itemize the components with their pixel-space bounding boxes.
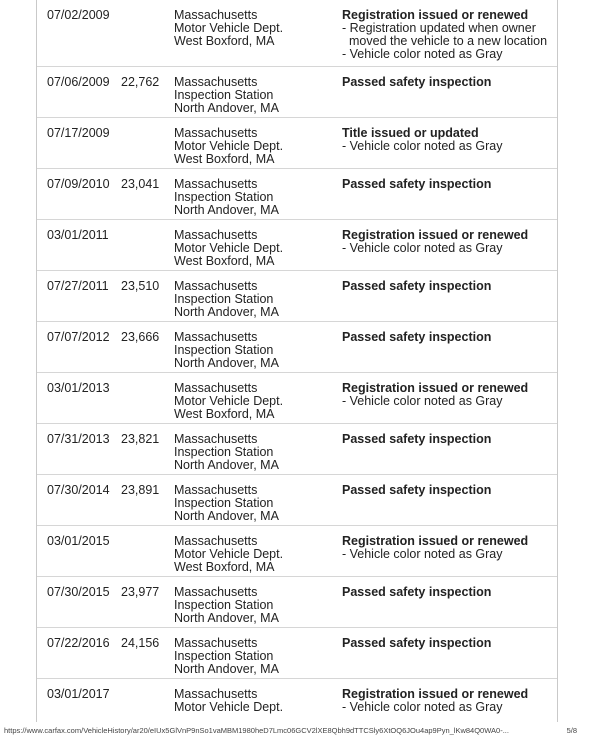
event-title: Passed safety inspection [342, 585, 492, 599]
source-line: Massachusetts [174, 381, 258, 395]
source-line: North Andover, MA [174, 662, 279, 676]
history-row [37, 577, 557, 628]
history-row [37, 424, 557, 475]
record-date: 03/01/2013 [47, 381, 110, 395]
source-line: Inspection Station [174, 445, 274, 459]
record-date: 07/06/2009 [47, 75, 110, 89]
event-title: Passed safety inspection [342, 279, 492, 293]
record-mileage: 23,821 [121, 432, 160, 446]
event-detail: - Vehicle color noted as Gray [342, 547, 503, 561]
record-comments [342, 382, 552, 408]
source-line: Massachusetts [174, 126, 258, 140]
record-date: 07/27/2011 [47, 279, 109, 293]
source-line: North Andover, MA [174, 203, 279, 217]
record-source [174, 127, 334, 166]
record-date: 03/01/2015 [47, 534, 110, 548]
source-line: Motor Vehicle Dept. [174, 394, 284, 408]
record-source [174, 433, 334, 472]
source-line: Motor Vehicle Dept. [174, 21, 284, 35]
record-date: 07/07/2012 [47, 330, 110, 344]
record-mileage: 24,156 [121, 636, 160, 650]
record-source [174, 586, 334, 625]
record-comments [342, 484, 552, 497]
event-detail: - Registration updated when owner moved the vehicle to a new location [342, 21, 548, 48]
source-line: West Boxford, MA [174, 152, 275, 166]
source-line: North Andover, MA [174, 509, 279, 523]
footer-url: https://www.carfax.com/VehicleHistory/ar20/eIUx5GlVnP9nSo1vaMBM1980heD7Lmc06GCV2lXE8Qbh9dTTCSly6XtOQ6JOu4ap9Pyn_lKw84Q0WA0-... [4, 726, 509, 735]
history-table [36, 0, 558, 722]
history-row [37, 373, 557, 424]
record-date: 07/09/2010 [47, 177, 110, 191]
record-mileage: 23,891 [121, 483, 160, 497]
event-title: Registration issued or renewed [342, 687, 529, 701]
source-line: North Andover, MA [174, 611, 279, 625]
source-line: Inspection Station [174, 598, 274, 612]
record-comments [342, 280, 552, 293]
history-row [37, 526, 557, 577]
record-source [174, 688, 334, 714]
record-date: 07/17/2009 [47, 126, 110, 140]
record-comments [342, 229, 552, 255]
source-line: Massachusetts [174, 8, 258, 22]
source-line: Motor Vehicle Dept. [174, 700, 284, 714]
event-detail: - Vehicle color noted as Gray [342, 47, 503, 61]
event-title: Registration issued or renewed [342, 381, 529, 395]
source-line: North Andover, MA [174, 305, 279, 319]
history-row [37, 271, 557, 322]
history-row [37, 169, 557, 220]
record-comments [342, 331, 552, 344]
record-source [174, 637, 334, 676]
event-detail: - Vehicle color noted as Gray [342, 700, 503, 714]
record-date: 07/02/2009 [47, 8, 110, 22]
history-row [37, 679, 557, 722]
record-comments [342, 535, 552, 561]
source-line: Massachusetts [174, 228, 258, 242]
event-title: Registration issued or renewed [342, 228, 529, 242]
record-source [174, 76, 334, 115]
history-row [37, 118, 557, 169]
record-source [174, 382, 334, 421]
event-detail: - Vehicle color noted as Gray [342, 241, 503, 255]
history-row [37, 67, 557, 118]
record-source [174, 9, 334, 48]
record-comments [342, 9, 552, 61]
source-line: Massachusetts [174, 687, 258, 701]
record-comments [342, 688, 552, 714]
event-title: Passed safety inspection [342, 75, 492, 89]
source-line: West Boxford, MA [174, 407, 275, 421]
event-title: Passed safety inspection [342, 177, 492, 191]
source-line: Motor Vehicle Dept. [174, 241, 284, 255]
record-date: 03/01/2011 [47, 228, 109, 242]
event-title: Registration issued or renewed [342, 534, 529, 548]
source-line: Massachusetts [174, 483, 258, 497]
event-title: Passed safety inspection [342, 330, 492, 344]
source-line: Inspection Station [174, 88, 274, 102]
record-comments [342, 586, 552, 599]
source-line: Inspection Station [174, 496, 274, 510]
history-row [37, 475, 557, 526]
source-line: Massachusetts [174, 330, 258, 344]
record-date: 07/31/2013 [47, 432, 110, 446]
record-comments [342, 178, 552, 191]
source-line: Motor Vehicle Dept. [174, 547, 284, 561]
source-line: West Boxford, MA [174, 560, 275, 574]
source-line: West Boxford, MA [174, 34, 275, 48]
source-line: Massachusetts [174, 432, 258, 446]
record-date: 03/01/2017 [47, 687, 110, 701]
event-detail: - Vehicle color noted as Gray [342, 139, 503, 153]
record-source [174, 331, 334, 370]
source-line: North Andover, MA [174, 356, 279, 370]
record-comments [342, 127, 552, 153]
record-source [174, 535, 334, 574]
source-line: Inspection Station [174, 649, 274, 663]
page-number: 5/8 [566, 726, 577, 735]
history-row [37, 628, 557, 679]
record-source [174, 178, 334, 217]
source-line: North Andover, MA [174, 101, 279, 115]
source-line: Inspection Station [174, 343, 274, 357]
history-row [37, 0, 557, 67]
record-mileage: 22,762 [121, 75, 160, 89]
source-line: Massachusetts [174, 585, 258, 599]
source-line: Inspection Station [174, 292, 274, 306]
record-comments [342, 76, 552, 89]
history-row [37, 220, 557, 271]
source-line: Massachusetts [174, 534, 258, 548]
source-line: Inspection Station [174, 190, 274, 204]
source-line: Massachusetts [174, 279, 258, 293]
source-line: Massachusetts [174, 75, 258, 89]
source-line: Massachusetts [174, 636, 258, 650]
record-mileage: 23,510 [121, 279, 160, 293]
record-date: 07/22/2016 [47, 636, 110, 650]
record-comments [342, 433, 552, 446]
event-title: Passed safety inspection [342, 636, 492, 650]
record-date: 07/30/2014 [47, 483, 110, 497]
event-title: Registration issued or renewed [342, 8, 529, 22]
event-detail: - Vehicle color noted as Gray [342, 394, 503, 408]
event-title: Passed safety inspection [342, 483, 492, 497]
record-source [174, 229, 334, 268]
record-source [174, 280, 334, 319]
record-mileage: 23,666 [121, 330, 160, 344]
source-line: Massachusetts [174, 177, 258, 191]
print-footer [4, 726, 577, 735]
source-line: Motor Vehicle Dept. [174, 139, 284, 153]
source-line: North Andover, MA [174, 458, 279, 472]
history-row [37, 322, 557, 373]
record-mileage: 23,977 [121, 585, 160, 599]
record-date: 07/30/2015 [47, 585, 110, 599]
source-line: West Boxford, MA [174, 254, 275, 268]
record-mileage: 23,041 [121, 177, 160, 191]
event-title: Title issued or updated [342, 126, 479, 140]
record-source [174, 484, 334, 523]
event-title: Passed safety inspection [342, 432, 492, 446]
record-comments [342, 637, 552, 650]
